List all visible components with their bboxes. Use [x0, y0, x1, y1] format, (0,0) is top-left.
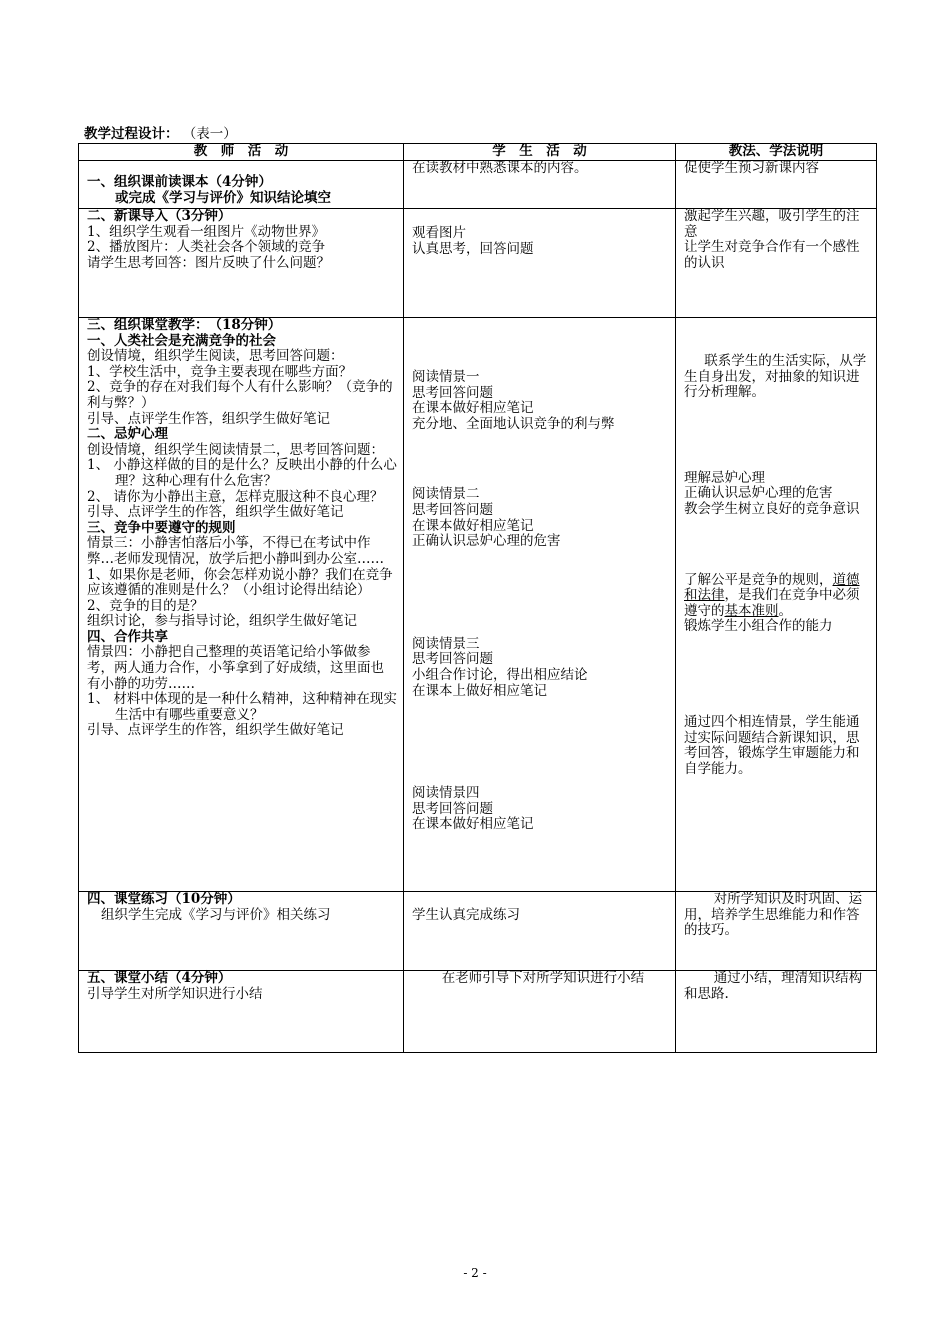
student-line: 思考回答问题: [412, 501, 493, 518]
table-row: [79, 161, 877, 209]
section4-line: 引导、点评学生的作答，组织学生做好笔记: [87, 722, 344, 739]
underlined-term: 道德和法律: [684, 571, 860, 604]
student-cell: [404, 318, 676, 892]
row2-student: 观看图片: [412, 225, 466, 241]
student-line: 思考回答问题: [412, 800, 493, 817]
row1-heading: 一、组织课前读课本（4分钟）: [87, 174, 272, 190]
student-line: 在课本上做好相应笔记: [412, 682, 547, 699]
student-group-3: [412, 637, 669, 699]
table-row: [79, 209, 877, 318]
section3-line: 1、如果你是老师，你会怎样劝说小静？我们在竞争应该遵循的准则是什么？（小组讨论得出结论）: [87, 566, 393, 599]
section3-line: 情景三：小静害怕落后小筝，不得已在考试中作弊…老师发现情况，放学后把小静叫到办公室……: [87, 535, 384, 567]
student-line: 阅读情景一: [412, 369, 480, 385]
student-group-2: [412, 487, 669, 549]
method-block-2: [684, 471, 870, 518]
method-cell: [676, 892, 877, 971]
student-group-4: [412, 786, 669, 833]
method-block-3: [684, 573, 870, 635]
row1-method: 促使学生预习新课内容: [684, 160, 819, 176]
student-cell: [404, 971, 676, 1053]
student-line: 在课本做好相应笔记: [412, 816, 534, 833]
section2-line: 2、 请你为小静出主意，怎样克服这种不良心理？: [87, 488, 384, 505]
method-text: ，是我们在竞争中必须遵守的: [684, 587, 860, 619]
method-line: 理解忌妒心理: [684, 469, 765, 486]
student-line: 思考回答问题: [412, 651, 493, 668]
section2-line: 1、 小静这样做的目的是什么？反映出小静的什么心理？这种心理有什么危害？: [87, 457, 397, 489]
row4-method: 对所学知识及时巩固、运用，培养学生思维能力和作答的技巧。: [684, 891, 863, 939]
section2-line: 引导、点评学生的作答，组织学生做好笔记: [87, 504, 344, 521]
row2-method: 让学生对竞争合作有一个感性的认识: [684, 239, 860, 271]
row4-student: 学生认真完成练习: [412, 907, 520, 923]
row1-subheading: 或完成《学习与评价》知识结论填空: [115, 189, 331, 206]
student-line: 阅读情景二: [412, 486, 480, 503]
student-line: 小组合作讨论，得出相应结论: [412, 666, 588, 683]
method-cell: [676, 318, 877, 892]
student-line: 阅读情景三: [412, 635, 480, 652]
method-cell: [676, 971, 877, 1053]
header-student: 学 生 活 动: [404, 144, 676, 161]
student-line: 思考回答问题: [412, 384, 493, 401]
row2-student: 认真思考，回答问题: [412, 240, 534, 257]
student-group-1: [412, 370, 669, 432]
header-method: 教法、学法说明: [676, 144, 877, 161]
section4-title: 四、合作共享: [87, 628, 168, 645]
lesson-plan-table: [78, 143, 877, 1053]
student-cell: [404, 209, 676, 318]
section1-line: 2、竞争的存在对我们每个人有什么影响？（竞争的利与弊？）: [87, 379, 393, 411]
table-row: [79, 971, 877, 1053]
row2-line: 2、播放图片：人类社会各个领域的竞争: [87, 239, 326, 256]
section4-line: 1、 材料中体现的是一种什么精神，这种精神在现实生活中有哪些重要意义？: [87, 691, 397, 723]
table-caption: [84, 122, 237, 142]
section2-line: 创设情境，组织学生阅读情景二，思考回答问题：: [87, 441, 384, 458]
row5-heading: 五、课堂小结（4分钟）: [87, 970, 232, 986]
row2-line: 1、组织学生观看一组图片《动物世界》: [87, 223, 326, 240]
method-block-4: 通过四个相连情景，学生能通过实际问题结合新课知识，思考回答，锻炼学生审题能力和自学能力。: [684, 713, 860, 777]
row1-student: 在读教材中熟悉课本的内容。: [412, 160, 588, 176]
method-text: 了解公平是竞争的规则，: [684, 571, 833, 588]
method-cell: [676, 209, 877, 318]
section1-line: 创设情境，组织学生阅读，思考回答问题：: [87, 348, 344, 365]
student-line: 在课本做好相应笔记: [412, 517, 534, 534]
row5-method: 通过小结，理清知识结构和思路.: [684, 970, 863, 1002]
teacher-cell: [79, 892, 404, 971]
underlined-term: 基本准则: [724, 602, 779, 619]
row5-student: 在老师引导下对所学知识进行小结: [441, 970, 645, 986]
section1-line: 1、学校生活中，竞争主要表现在哪些方面？: [87, 363, 353, 380]
caption-note: （表一）: [182, 126, 237, 142]
teacher-cell: [79, 318, 404, 892]
student-line: 充分地、全面地认识竞争的利与弊: [412, 415, 615, 432]
section4-line: 情景四：小静把自己整理的英语笔记给小筝做参考，两人通力合作，小筝拿到了好成绩，这里面也有小静的功劳……: [87, 644, 384, 692]
method-cell: [676, 161, 877, 209]
section2-title: 二、忌妒心理: [87, 426, 168, 443]
row3-heading: 三、组织课堂教学： （18分钟）: [87, 317, 282, 333]
row2-line: 请学生思考回答：图片反映了什么问题？: [87, 254, 330, 271]
teacher-cell: [79, 161, 404, 209]
row4-line: 组织学生完成《学习与评价》相关练习: [101, 906, 331, 923]
student-line: 在课本做好相应笔记: [412, 400, 534, 417]
row4-heading: 四、课堂练习（10分钟）: [87, 891, 241, 907]
header-teacher: 教 师 活 动: [79, 144, 404, 161]
method-line: 正确认识忌妒心理的危害: [684, 485, 833, 502]
section3-title: 三、竞争中要遵守的规则: [87, 519, 236, 536]
caption-title: 教学过程设计：: [84, 126, 179, 142]
student-line: 阅读情景四: [412, 785, 480, 802]
teacher-cell: [79, 209, 404, 318]
section1-title: 一、人类社会是充满竞争的社会: [87, 332, 276, 349]
table-header-row: [79, 144, 877, 161]
student-cell: [404, 161, 676, 209]
page-number: - 2 -: [463, 1266, 487, 1280]
row2-method: 激起学生兴趣，吸引学生的注意: [684, 208, 860, 240]
teacher-cell: [79, 971, 404, 1053]
row2-heading: 二、新课导入（3分钟）: [87, 208, 232, 224]
student-cell: [404, 892, 676, 971]
method-line: 锻炼学生小组合作的能力: [684, 618, 833, 635]
student-line: 正确认识忌妒心理的危害: [412, 533, 561, 550]
section1-line: 引导、点评学生作答，组织学生做好笔记: [87, 410, 330, 427]
table-row: [79, 892, 877, 971]
section3-line: 组织讨论，参与指导讨论，组织学生做好笔记: [87, 613, 357, 630]
method-text: 。: [778, 602, 792, 619]
section3-line: 2、竞争的目的是？: [87, 597, 204, 614]
method-block-1: 联系学生的生活实际，从学生自身出发，对抽象的知识进行分析理解。: [684, 353, 867, 401]
table-row: [79, 318, 877, 892]
method-line: 教会学生树立良好的竞争意识: [684, 500, 860, 517]
row5-line: 引导学生对所学知识进行小结: [87, 985, 263, 1002]
